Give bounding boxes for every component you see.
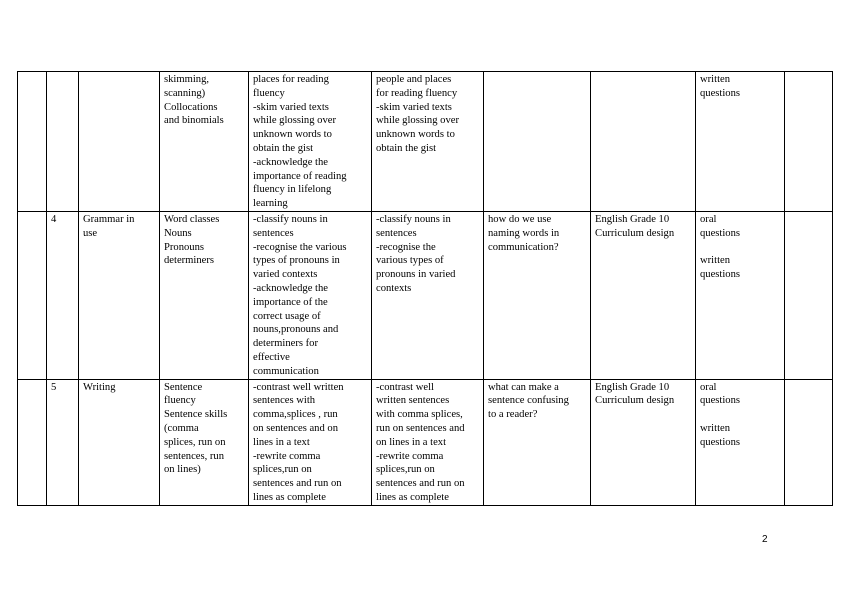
lesson-cell: 4 xyxy=(47,211,79,379)
week-cell xyxy=(18,211,47,379)
strand-cell xyxy=(79,72,160,212)
strand-cell: Grammar in use xyxy=(79,211,160,379)
table-row xyxy=(18,72,833,212)
strand-cell: Writing xyxy=(79,379,160,505)
remarks-cell xyxy=(785,211,833,379)
key-inquiry-cell xyxy=(484,72,591,212)
remarks-cell xyxy=(785,72,833,212)
table-row xyxy=(18,211,833,379)
key-inquiry-cell: what can make a sentence confusing to a reader? xyxy=(484,379,591,505)
table-row xyxy=(18,379,833,505)
learning-outcomes-cell: -contrast well written sentences with comma,splices , run on sentences and on lines in a text -rewrite comma splices,run on sentences and run on lines as complete xyxy=(249,379,372,505)
learning-experiences-cell: -contrast well written sentences with comma splices, run on sentences and on lines in a text -rewrite comma splices,run on sentences and run on lines as complete xyxy=(372,379,484,505)
resources-cell: English Grade 10 Curriculum design xyxy=(591,379,696,505)
week-cell xyxy=(18,379,47,505)
sub-strand-cell: skimming, scanning) Collocations and binomials xyxy=(160,72,249,212)
scheme-of-work-table xyxy=(17,71,833,506)
learning-experiences-cell: -classify nouns in sentences -recognise the various types of pronouns in varied contexts xyxy=(372,211,484,379)
key-inquiry-cell: how do we use naming words in communication? xyxy=(484,211,591,379)
resources-cell: English Grade 10 Curriculum design xyxy=(591,211,696,379)
assessment-cell: written questions xyxy=(696,72,785,212)
resources-cell xyxy=(591,72,696,212)
learning-experiences-cell: people and places for reading fluency -skim varied texts while glossing over unknown words to obtain the gist xyxy=(372,72,484,212)
learning-outcomes-cell: -classify nouns in sentences -recognise the various types of pronouns in varied contexts -acknowledge the importance of the correct usage of nouns,pronouns and determiners for effective communication xyxy=(249,211,372,379)
remarks-cell xyxy=(785,379,833,505)
assessment-cell: oral questions written questions xyxy=(696,211,785,379)
sub-strand-cell: Sentence fluency Sentence skills (comma splices, run on sentences, run on lines) xyxy=(160,379,249,505)
lesson-cell: 5 xyxy=(47,379,79,505)
assessment-cell: oral questions written questions xyxy=(696,379,785,505)
sub-strand-cell: Word classes Nouns Pronouns determiners xyxy=(160,211,249,379)
lesson-cell xyxy=(47,72,79,212)
page-number: 2 xyxy=(762,534,768,545)
week-cell xyxy=(18,72,47,212)
learning-outcomes-cell: places for reading fluency -skim varied texts while glossing over unknown words to obtain the gist -acknowledge the importance of reading fluency in lifelong learning xyxy=(249,72,372,212)
